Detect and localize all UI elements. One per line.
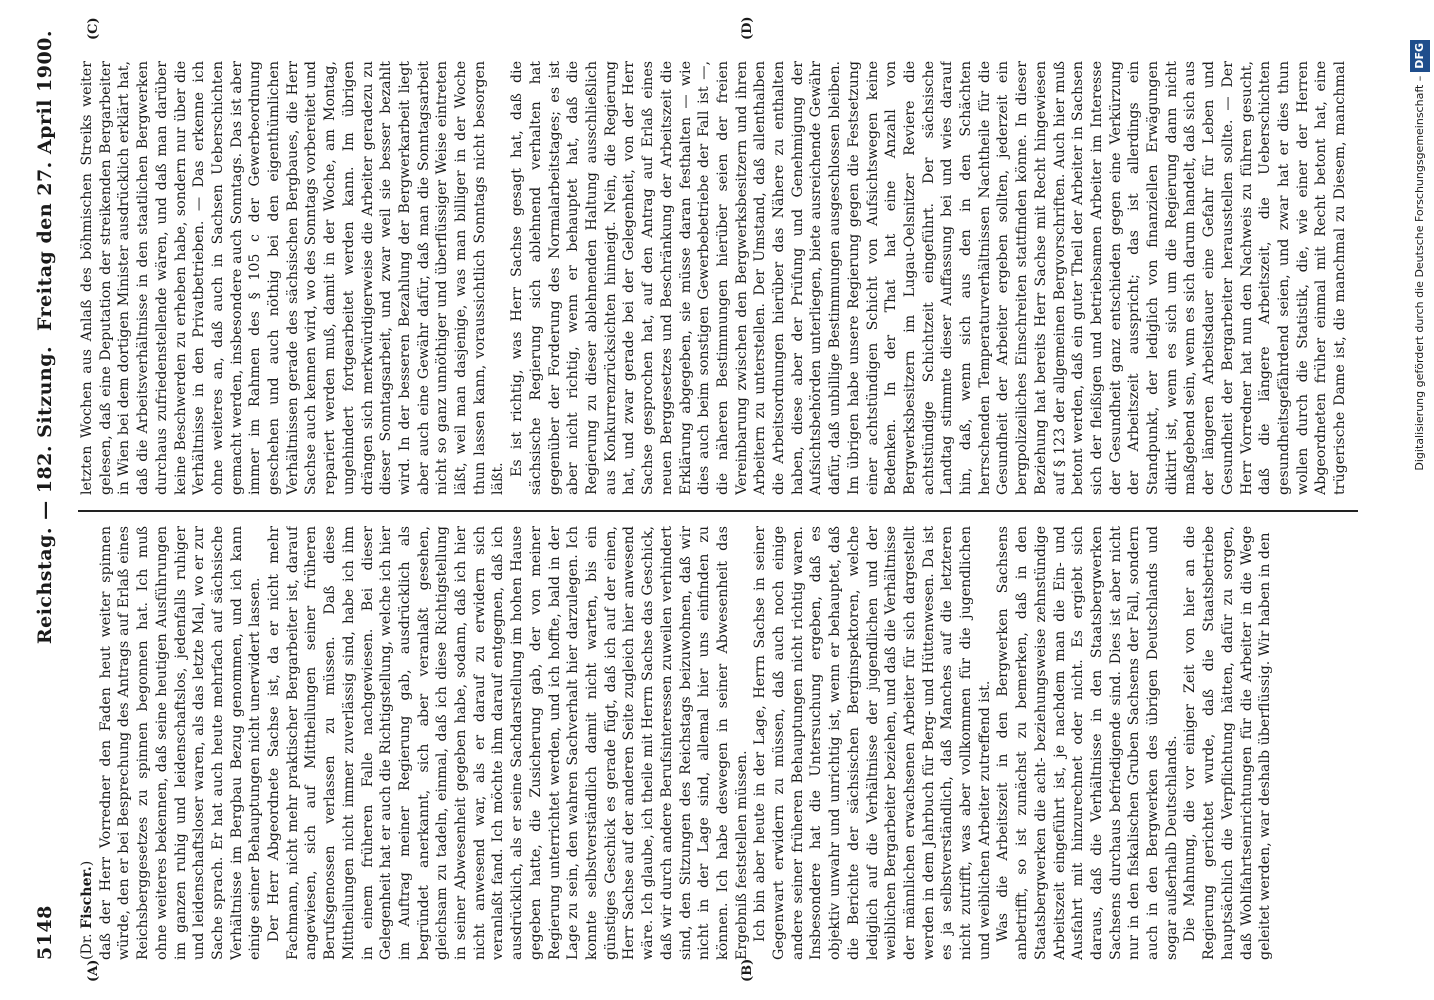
paragraph: Was die Arbeitszeit in den Bergwerken Sachsens anbetrifft, so ist zunächst zu bemerken, daß in den Staatsbergwerken die acht- beziehungsweise zehnstündige Arbeitszeit eingeführt ist, je nachdem man die Ein- und Ausfahrt mit hinzurechnet oder nicht. Es ergiebt sich daraus, daß die Verhältnisse in den Staatsbergwerken Sachsens durchaus befriedigende sind. Dies ist aber nicht nur in den fiskalischen Gruben Sachsens der Fall, sondern auch in den Bergwerken des übrigen Deutschlands und sogar außerhalb Deutschlands. — [995, 526, 1180, 960]
speaker-suffix: ) — [79, 860, 95, 867]
column-divider — [78, 510, 1358, 512]
paragraph: letzten Wochen aus Anlaß des böhmischen Streiks weiter gelesen, daß eine Deputation der streikenden Bergarbeiter in Wien bei dem dortigen Minister ausdrücklich erklärt hat, daß die Arbeitsverhältnisse in den staatlichen Bergwerken durchaus zufriedenstellende wären, und daß man darüber keine Beschwerden zu erheben habe, sondern nur über die Verhältnisse in den Privatbetrieben. — Das erkenne ich ohne weiteres an, daß auch in Sachsen Ueberschichten gemacht werden, insbesondere auch Sonntags. Das ist aber immer im Rahmen des § 105 c der Gewerbeordnung geschehen und auch nöthig bei den eigenthümlichen Verhältnissen gerade des sächsischen Bergbaues, die Herr Sachse auch kennen wird, wo des Sonntags vorbereitet und repariert werden muß, damit in der Woche, am Montag, ungehindert fortgearbeitet werden kann. Im übrigen drängen sich merkwürdigerweise die Arbeiter geradezu zu dieser Sonntagsarbeit, und zwar weil sie besser bezahlt wird. In der besseren Bezahlung der Bergwerkarbeit liegt aber auch eine Gewähr dafür, daß man die Sonntagsarbeit nicht so ganz unnöthiger und überflüssiger Weise eintreten läßt, weil man dasjenige, was man billiger in der Woche thun lassen kann, voraussichtlich Sonntags nicht besorgen läßt. — [79, 61, 507, 495]
right-column — [78, 61, 1348, 495]
speaker-line — [78, 526, 97, 960]
digitization-note — [1410, 40, 1430, 800]
paragraph: Ich bin aber heute in der Lage, Herrn Sachse in seiner Gegenwart erwidern zu müssen, daß auch noch einige andere seiner früheren Behauptungen nicht richtig waren. Insbesondere hat die Untersuchung ergeben, daß es objektiv unwahr und unrichtig ist, wenn er behauptet, daß die Berichte der sächsischen Berginspektoren, welche lediglich auf die Verhältnisse der jugendlichen und der weiblichen Bergarbeiter beziehen, und daß die Verhältnisse der männlichen erwachsenen Arbeiter für sich dargestellt werden in dem Jahrbuch für Berg- und Hüttenwesen. Da ist es ja selbstverständlich, daß Manches auf die letzteren nicht zutrifft, was aber vollkommen für die jugendlichen und weiblichen Arbeiter zutreffend ist. — [752, 526, 993, 960]
paragraph: Der Herr Abgeordnete Sachse ist, da er nicht mehr Fachmann, nicht mehr praktischer Bergarbeiter ist, darauf angewiesen, sich auf Mittheilungen seiner früheren Berufsgenossen verlassen zu müssen. Daß diese Mittheilungen nicht immer zuverlässig sind, habe ich ihm in einem früheren Falle nachgewiesen. Bei dieser Gelegenheit hat er auch die Richtigstellung, welche ich hier im Auftrag meiner Regierung gab, ausdrücklich als begründet anerkannt, sich aber veranlaßt gesehen, gleichsam zu tadeln, einmal, daß ich diese Richtigstellung in seiner Abwesenheit gegeben habe, sodann, daß ich hier nicht anwesend war, als er darauf zu erwidern sich veranlaßt fand. Ich möchte ihm darauf entgegnen, daß ich ausdrücklich, als er seine Sachdarstellung im hohen Hause gegeben hatte, die Zusicherung gab, der von meiner Regierung unterrichtet werden, und ich hoffte, bald in der Lage zu sein, den wahren Sachverhalt hier darzulegen. Ich konnte selbstverständlich damit nicht warten, bis ein günstiges Geschick es gerade fügt, daß ich auf der einen, Herr Sachse auf der anderen Seite zugleich hier anwesend wäre. Ich glaube, ich theile mit Herrn Sachse das Geschick, daß wir durch andere Berufsinteressen zuweilen verhindert sind, den Sitzungen des Reichstags beizuwohnen, daß wir nicht in der Lage sind, allemal hier uns einfinden zu können. Ich habe deswegen in seiner Abwesenheit das Ergebniß feststellen müssen. — [266, 526, 750, 960]
page-header — [34, 30, 68, 960]
digitization-text — [1410, 40, 1430, 800]
speaker-name: Fischer. — [79, 866, 95, 929]
dfg-logo: DFG — [1410, 40, 1430, 72]
rotated-page — [20, 0, 1385, 1000]
margin-marker-b: (B) — [740, 958, 755, 982]
paragraph: daß der Herr Vorredner den Faden heut weiter spinnen würde, den er bei Besprechung des Antrags auf Erlaß eines Reichsberggesetzes zu spinnen begonnen hat. Ich muß ohne weiteres bekennen, daß seine heutigen Ausführungen im ganzen ruhig und leidenschaftslos, jedenfalls ruhiger und leidenschaftsloser waren, als das letzte Mal, wo er zur Sache sprach. Er hat auch heute mehrfach auf sächsische Verhältnisse im Bergbau Bezug genommen, und ich kann einige seiner Behauptungen nicht unerwidert lassen. — [97, 526, 264, 960]
left-column — [78, 526, 1348, 960]
session-date: Freitag den 27. April 1900. — [34, 30, 56, 332]
margin-marker-d: (D) — [740, 16, 755, 40]
session-title: Reichstag. — 182. Sitzung. — [34, 345, 56, 645]
speaker-prefix: (Dr. — [79, 933, 95, 960]
digitization-label: Digitalisierung gefördert durch die Deutsche Forschungsgemeinschaft – — [1413, 75, 1426, 471]
paragraph: Die Mahnung, die vor einiger Zeit von hier an die Regierung gerichtet wurde, daß die Staatsbetriebe hauptsächlich die Verpflichtung hätten, dafür zu sorgen, daß Wohlfahrtseinrichtungen für die Arbeiter in die Wege geleitet werden, war deshalb überflüssig. Wir haben in den — [1182, 526, 1274, 960]
paragraph: Es ist richtig, was Herr Sachse gesagt hat, daß die sächsische Regierung sich ablehnend verhalten hat gegenüber der Forderung des Normalarbeitstages; es ist aber nicht richtig, wenn er behauptet hat, daß die Regierung zu dieser ablehnenden Haltung ausschließlich aus Konkurrenzrücksichten hinneigt. Nein, die Regierung hat, und zwar gerade bei der Gelegenheit, von der Herr Sachse gesprochen hat, auf den Antrag auf Erlaß eines neuen Berggesetzes und Beschränkung der Arbeitszeit die Erklärung abgegeben, sie müsse daran festhalten — wie dies auch beim sonstigen Gewerbebetriebe der Fall ist —, die näheren Bestimmungen hierüber seien der freien Vereinbarung zwischen den Bergwerksbesitzern und ihren Arbeitern zu unterstellen. Der Umstand, daß allenthalben die Arbeitsordnungen hierüber das Nähere zu enthalten haben, diese aber der Prüfung und Genehmigung der Aufsichtsbehörden unterliegen, biete ausreichende Gewähr dafür, daß unbillige Bestimmungen ausgeschlossen bleiben. Im übrigen habe unsere Regierung gegen die Festsetzung einer achtstündigen Schicht von Aufsichtswegen keine Bedenken. In der That hat eine Anzahl von Bergwerksbesitzern im Lugau-Oelsnitzer Reviere die achtstündige Schichtzeit eingeführt. Der sächsische Landtag stimmte dieser Auffassung bei und wies darauf hin, daß, wenn sich aus den in den Schächten herrschenden Temperaturverhältnissen Nachtheile für die Gesundheit der Arbeiter ergeben sollten, jederzeit ein bergpolizeiliches Einschreiten stattfinden könne. In dieser Beziehung hat bereits Herr Sachse mit Recht hingewiesen auf § 123 der allgemeinen Bergvorschriften. Auch hier muß betont werden, daß ein guter Theil der Arbeiter in Sachsen sich der fleißigen und betriebsamen Arbeiter im Interesse der Gesundheit ganz entschieden gegen eine Verkürzung der Arbeitszeit ausspricht; das ist allerdings ein Standpunkt, der lediglich von finanziellen Erwägungen diktirt ist, wenn es sich um die Regierung dann nicht maßgebend sein, wenn es sich darum handelt, daß sich aus der längeren Arbeitsdauer eine Gefahr für Leben und Gesundheit der Bergarbeiter herausstellen sollte. — Der Herr Vorredner hat nun den Nachweis zu führen gesucht, daß die längere Arbeitszeit, die Ueberschichten gesundheitsgefährdend seien, und zwar hat er dies thun wollen durch die Statistik, die, wie einer der Herren Abgeordneten früher einmal mit Recht betont hat, eine trügerische Dame ist, die manchmal zu Diesem, manchmal — [509, 61, 1348, 495]
page-number: 5148 — [34, 905, 56, 960]
margin-marker-c: (C) — [86, 17, 101, 40]
margin-marker-a: (A) — [86, 959, 101, 982]
